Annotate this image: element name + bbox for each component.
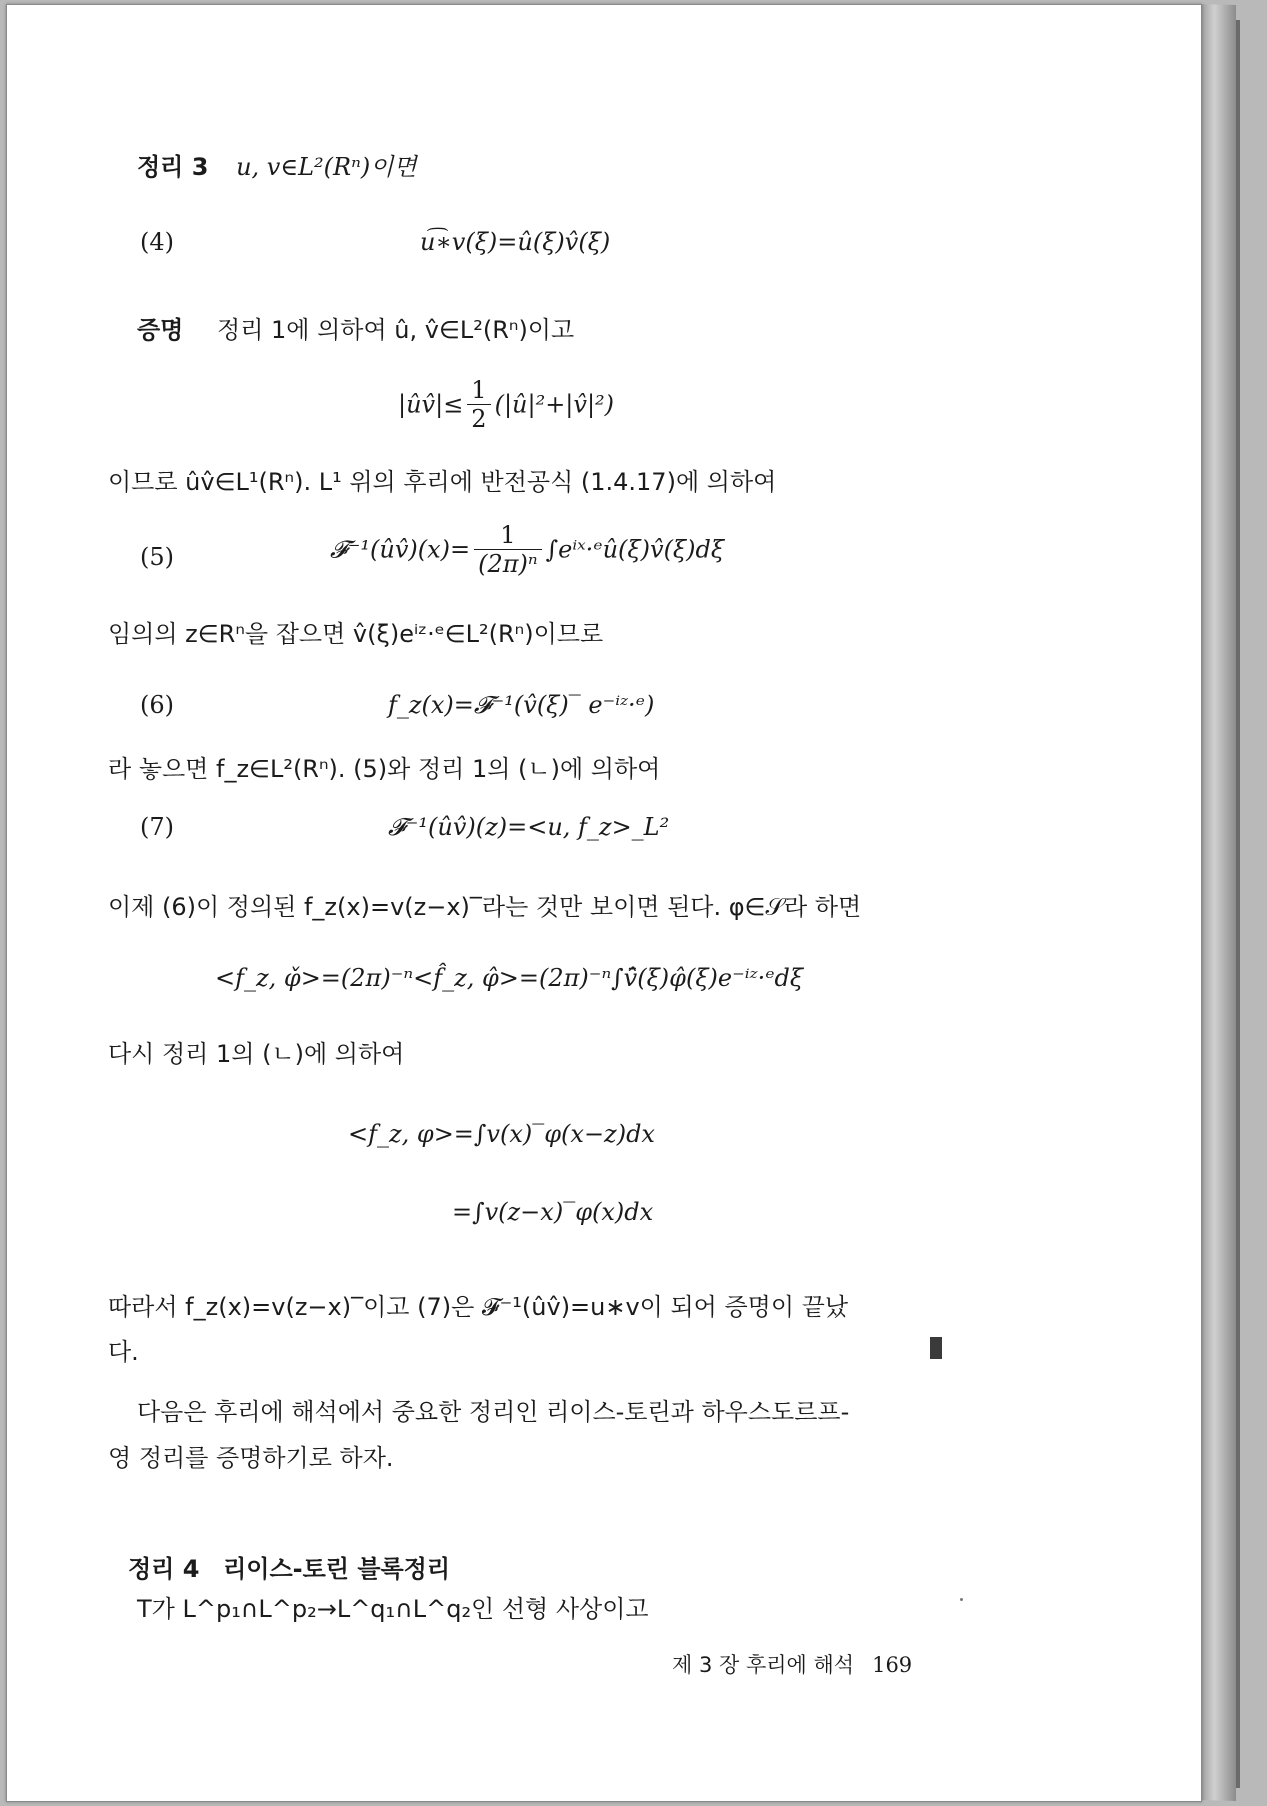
- page-number: 169: [872, 1653, 913, 1677]
- fraction-denominator: 2: [471, 405, 487, 433]
- text-line7b: 다.: [108, 1338, 139, 1366]
- eq-integral-2: =∫v(z−x)‾φ(x)dx: [452, 1198, 654, 1226]
- eq4-expression: u͡∗v(ξ)=û(ξ)v̂(ξ): [420, 228, 611, 256]
- speck-mark: [960, 1598, 963, 1601]
- theorem3-label: 정리 3: [137, 153, 209, 181]
- text-line5: 이제 (6)이 정의된 f_z(x)=v(z−x)‾라는 것만 보이면 된다. φ∈𝒮라 하면: [108, 893, 862, 921]
- theorem4-heading: [128, 1557, 450, 1581]
- theorem4-title: 리이스-토린 블록정리: [223, 1555, 451, 1583]
- paragraph2-line2: 영 정리를 증명하기로 하자.: [108, 1444, 394, 1472]
- theorem3-statement: u, v∈L²(Rⁿ)이면: [236, 153, 417, 181]
- eq-integral-1: <f_z, φ>=∫v(x)‾φ(x−z)dx: [348, 1120, 655, 1148]
- inequality-fraction: [467, 378, 490, 431]
- page-footer: [672, 1655, 912, 1676]
- theorem3-heading: [137, 155, 417, 179]
- eq6-expression: f_z(x)=𝓕⁻¹(v̂(ξ)‾ e⁻ⁱᶻ·ᵉ): [388, 691, 655, 719]
- text-line6: 다시 정리 1의 (ㄴ)에 의하여: [108, 1040, 405, 1068]
- inequality-left: |ûv̂|≤: [398, 390, 464, 419]
- proof-heading: [137, 318, 574, 342]
- eq5-expression: [330, 523, 724, 576]
- inequality-right: (|û|²+|v̂|²): [494, 390, 615, 419]
- eq5-fraction-numerator: 1: [474, 523, 542, 550]
- eq4-number: (4): [140, 228, 174, 256]
- eq5-right: ∫eⁱˣ·ᵉû(ξ)v̂(ξ)dξ: [545, 535, 725, 564]
- fraction-numerator: 1: [467, 378, 490, 405]
- eq-pairing: <f_z, φ̌>=(2π)⁻ⁿ<f̂_z, φ̂>=(2π)⁻ⁿ∫v̂̄(ξ)φ̂(ξ)e⁻ⁱᶻ·ᵉdξ: [215, 964, 804, 992]
- text-line4: 라 놓으면 f_z∈L²(Rⁿ). (5)와 정리 1의 (ㄴ)에 의하여: [108, 755, 661, 783]
- eq6-number: (6): [140, 691, 174, 719]
- inequality: [398, 378, 614, 431]
- proof-label: 증명: [137, 316, 184, 344]
- eq5-left: 𝓕⁻¹(ûv̂)(x)=: [330, 535, 471, 564]
- text-line7: 따라서 f_z(x)=v(z−x)‾이고 (7)은 𝓕⁻¹(ûv̂)=u∗v이 되어 증명이 끝났: [108, 1293, 849, 1321]
- text-line3: 임의의 z∈Rⁿ을 잡으면 v̂(ξ)eⁱᶻ·ᵉ∈L²(Rⁿ)이므로: [108, 620, 604, 648]
- footer-chapter: 제 3 장 후리에 해석: [672, 1653, 855, 1677]
- paragraph2-line1: 다음은 후리에 해석에서 중요한 정리인 리이스-토린과 하우스도르프-: [137, 1398, 850, 1426]
- theorem4-statement: T가 L^p₁∩L^p₂→L^q₁∩L^q₂인 선형 사상이고: [137, 1595, 649, 1623]
- eq7-number: (7): [140, 813, 174, 841]
- eq5-number: (5): [140, 543, 174, 571]
- eq7-expression: 𝓕⁻¹(ûv̂)(z)=<u, f_z>_L²: [388, 813, 670, 841]
- theorem4-label: 정리 4: [128, 1555, 200, 1583]
- eq5-fraction-denominator: (2π)ⁿ: [478, 550, 538, 578]
- book-spine-edge: [1236, 20, 1240, 1788]
- qed-mark: [930, 1337, 942, 1359]
- book-spine: [1200, 4, 1236, 1801]
- proof-line2: 이므로 ûv̂∈L¹(Rⁿ). L¹ 위의 후리에 반전공식 (1.4.17)에 의하여: [108, 468, 777, 496]
- proof-line1: 정리 1에 의하여 û, v̂∈L²(Rⁿ)이고: [217, 316, 575, 344]
- eq5-fraction: [474, 523, 542, 576]
